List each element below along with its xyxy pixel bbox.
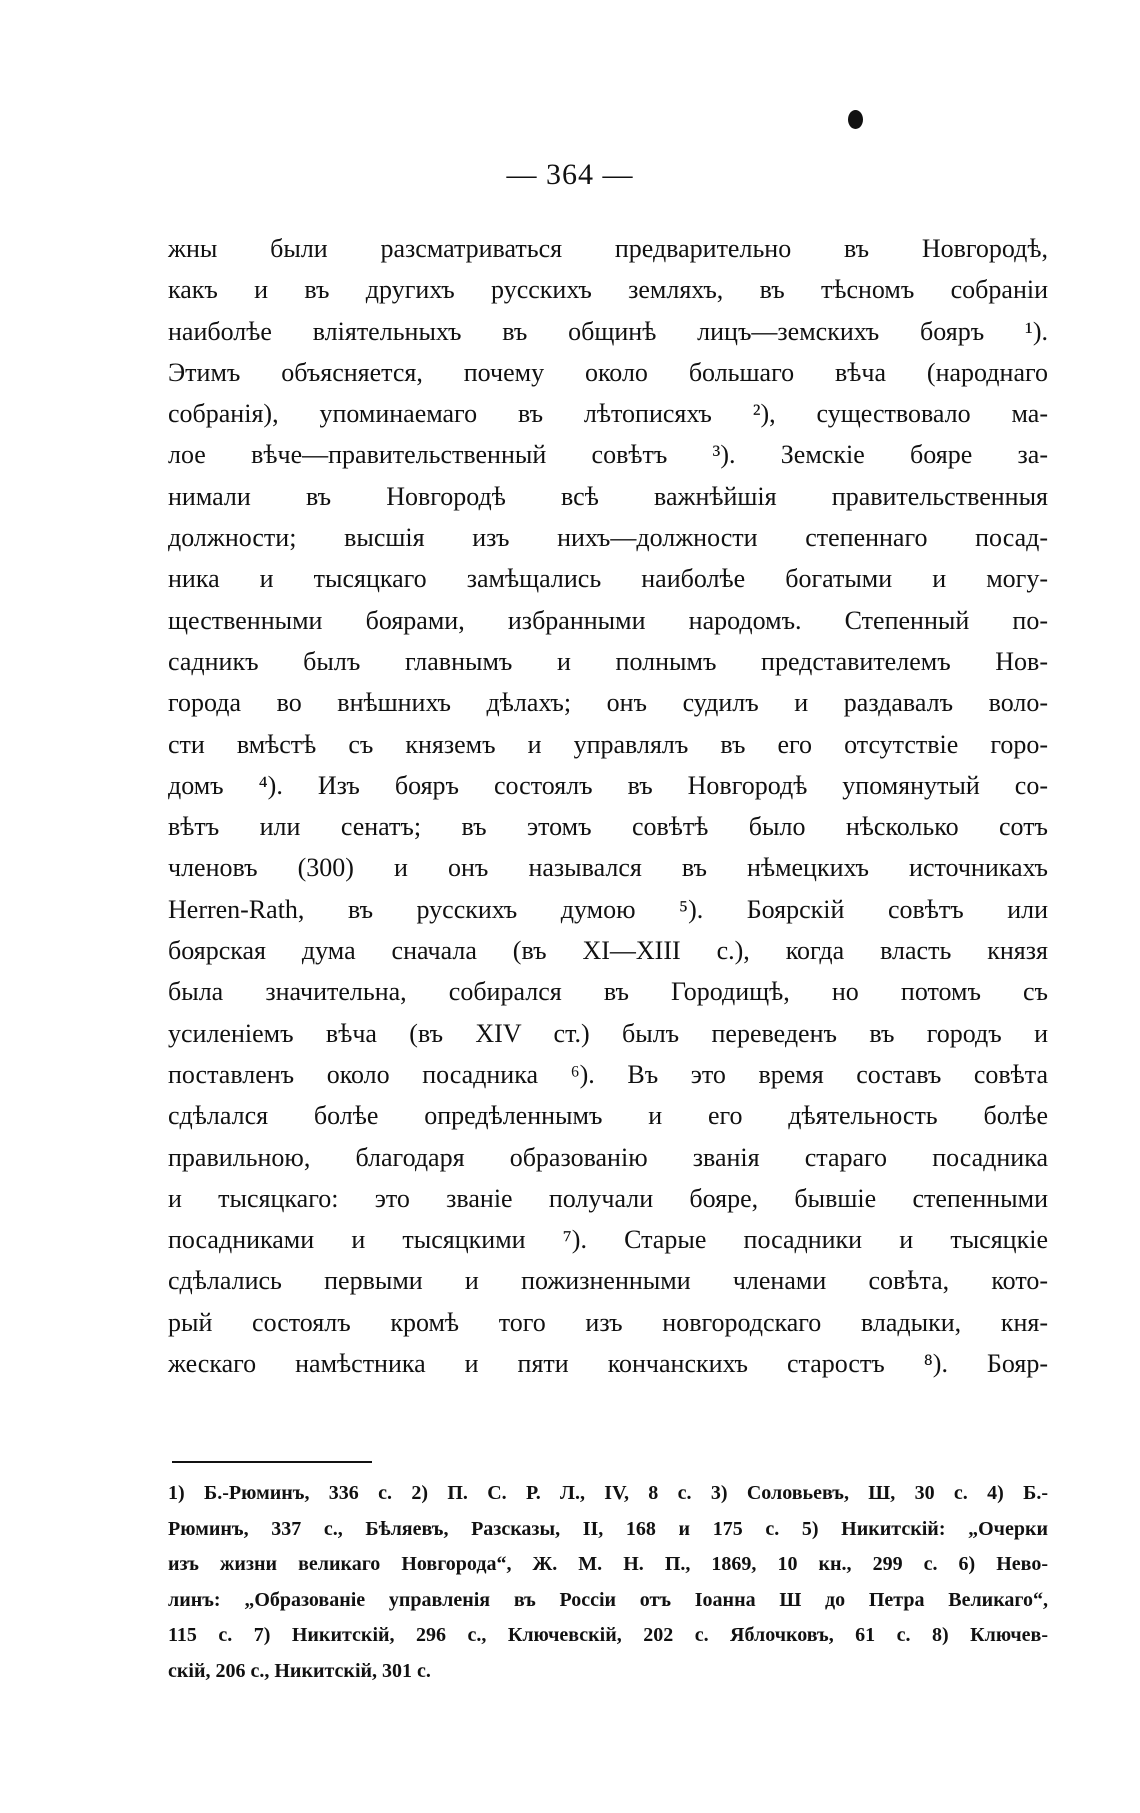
- text-line: вѣтъ или сенатъ; въ этомъ совѣтѣ было нѣсколько сотъ: [168, 812, 1048, 842]
- text-line: правильною, благодаря образованію званія стараго посадника: [168, 1142, 1048, 1172]
- text-line: посадниками и тысяцкими ⁷). Старые посадники и тысяцкіе: [168, 1225, 1048, 1255]
- text-line: щественными боярами, избранными народомъ. Степенный по-: [168, 605, 1048, 635]
- text-line: сдѣлались первыми и пожизненными членами совѣта, кото-: [168, 1266, 1048, 1296]
- text-line: была значительна, собирался въ Городищѣ, но потомъ съ: [168, 977, 1048, 1007]
- text-line: города во внѣшнихъ дѣлахъ; онъ судилъ и раздавалъ воло-: [168, 688, 1048, 718]
- text-line: боярская дума сначала (въ XI—XIII с.), когда власть князя: [168, 936, 1048, 966]
- text-line: нимали въ Новгородѣ всѣ важнѣйшія правительственныя: [168, 481, 1048, 511]
- footnote-separator: [172, 1461, 372, 1463]
- body-text: [168, 228, 1048, 1384]
- footnotes: [168, 1476, 1048, 1689]
- text-line: рый состоялъ кромѣ того изъ новгородскаго владыки, кня-: [168, 1307, 1048, 1337]
- text-line: жескаго намѣстника и пяти кончанскихъ старостъ ⁸). Бояр-: [168, 1349, 1048, 1379]
- ink-speck: [848, 110, 863, 129]
- text-line: жны были разсматриваться предварительно въ Новгородѣ,: [168, 234, 1048, 263]
- text-line: и тысяцкаго: это званіе получали бояре, бывшіе степенными: [168, 1183, 1048, 1213]
- text-line: Herren-Rath, въ русскихъ думою ⁵). Боярскій совѣтъ или: [168, 894, 1048, 924]
- text-line: сти вмѣстѣ съ княземъ и управлялъ въ его отсутствіе горо-: [168, 729, 1048, 759]
- footnote-line: линъ: „Образованіе управленія въ Россіи отъ Іоанна Ш до Петра Великаго“,: [168, 1588, 1048, 1611]
- footnote-line: скій, 206 с., Никитскій, 301 с.: [168, 1659, 431, 1682]
- text-line: усиленіемъ вѣча (въ XIV ст.) былъ переведенъ въ городъ и: [168, 1018, 1048, 1048]
- text-line: должности; высшія изъ нихъ—должности степеннаго посад-: [168, 523, 1048, 553]
- text-line: какъ и въ другихъ русскихъ земляхъ, въ тѣсномъ собраніи: [168, 275, 1048, 305]
- text-line: наиболѣе вліятельныхъ въ общинѣ лицъ—земскихъ бояръ ¹).: [168, 316, 1048, 346]
- footnote-line: изъ жизни великаго Новгорода“, Ж. М. Н. П., 1869, 10 кн., 299 с. 6) Нево-: [168, 1553, 1048, 1575]
- footnote-line: 1) Б.-Рюминъ, 336 с. 2) П. С. Р. Л., IV, 8 с. 3) Соловьевъ, Ш, 30 с. 4) Б.-: [168, 1482, 1048, 1504]
- text-line: сдѣлался болѣе опредѣленнымъ и его дѣятельность болѣе: [168, 1101, 1048, 1131]
- text-line: садникъ былъ главнымъ и полнымъ представителемъ Нов-: [168, 646, 1048, 676]
- footnote-line: Рюминъ, 337 с., Бѣляевъ, Разсказы, II, 168 и 175 с. 5) Никитскій: „Очерки: [168, 1517, 1048, 1540]
- footnote-line: 115 с. 7) Никитскій, 296 с., Ключевскій, 202 с. Яблочковъ, 61 с. 8) Ключев-: [168, 1624, 1048, 1646]
- text-line: членовъ (300) и онъ назывался въ нѣмецкихъ источникахъ: [168, 853, 1048, 883]
- text-line: лое вѣче—правительственный совѣтъ ³). Земскіе бояре за-: [168, 440, 1048, 470]
- text-line: собранія), упоминаемаго въ лѣтописяхъ ²), существовало ма-: [168, 399, 1048, 429]
- page-number: — 364 —: [506, 158, 634, 191]
- text-line: Этимъ объясняется, почему около большаго вѣча (народнаго: [168, 357, 1048, 387]
- text-line: ника и тысяцкаго замѣщались наиболѣе богатыми и могу-: [168, 564, 1048, 594]
- text-line: поставленъ около посадника ⁶). Въ это время составъ совѣта: [168, 1059, 1048, 1089]
- text-line: домъ ⁴). Изъ бояръ состоялъ въ Новгородѣ упомянутый со-: [168, 770, 1048, 800]
